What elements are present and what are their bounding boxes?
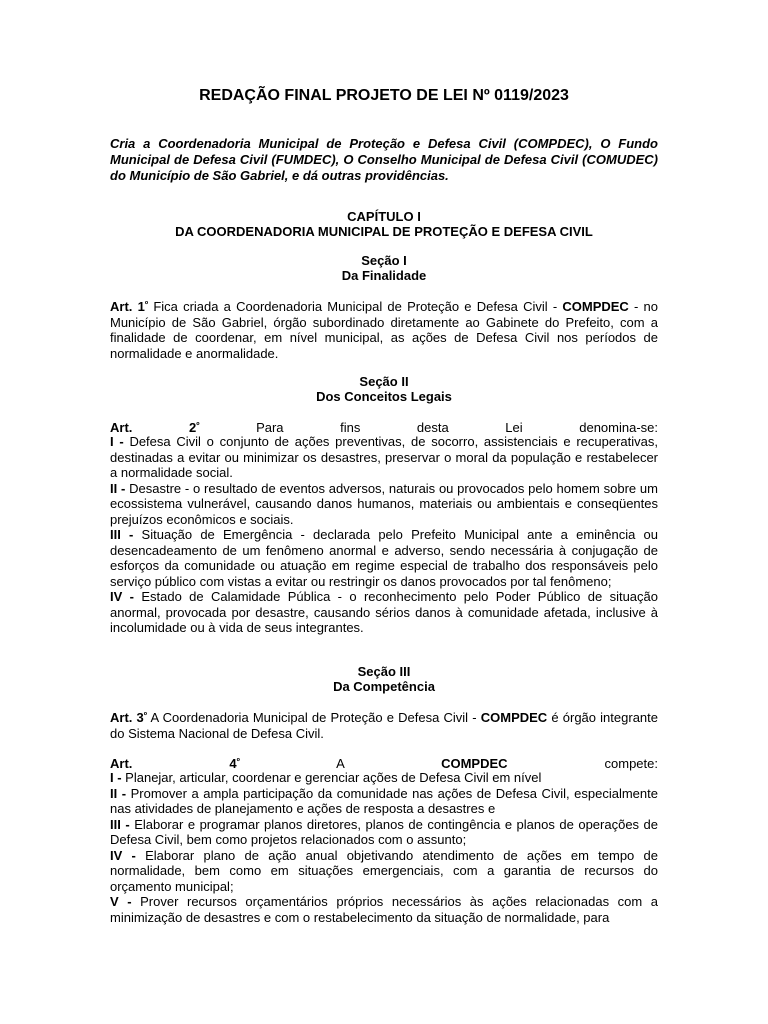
article-1-number: Art. $1^º$ — [110, 299, 149, 314]
document-title: REDAÇÃO FINAL PROJETO DE LEI Nº 0119/2023 — [199, 87, 569, 104]
article-2-number: Art. $2^º$ — [110, 420, 200, 435]
article-2-items — [110, 434, 658, 636]
list-item: III - Elaborar e programar planos diretores, planos de contingência e planos de operações de Defesa Civil, bem como projetos relacionados com o assunto; — [110, 816, 659, 847]
compdec-acronym: COMPDEC — [441, 756, 508, 771]
ementa: Cria a Coordenadoria Municipal de Proteção e Defesa Civil (COMPDEC), O Fundo Municipal de Defesa Civil (FUMDEC), O Conselho Municipal de Defesa Civil (COMUDEC) do Município de São Gabriel, e dá outras providências. — [110, 136, 658, 183]
section-3-label: Seção III — [357, 664, 411, 679]
list-item: III - Situação de Emergência - declarada pelo Prefeito Municipal ante a eminência ou desencadeamento de um fenômeno anormal e adverso, sendo necessária à conjugação de esforços da comunidade ou atuação em regime especial de trabalho dos responsáveis pelo serviço público com vistas a evitar ou restringir os danos provocados por tal fenômeno; — [110, 527, 658, 589]
chapter-label: CAPÍTULO I — [347, 209, 421, 224]
list-item: I - Defesa Civil o conjunto de ações preventivas, de socorro, assistenciais e recuperativas, destinadas a evitar ou minimizar os desastres, preservar o moral da população e restabelecer a normalidade social. — [110, 434, 658, 480]
list-item: IV - Estado de Calamidade Pública - o reconhecimento pelo Poder Público de situação anormal, provocada por desastre, causando sérios danos à comunidade afetada, inclusive à incolumidade ou à vida de seus integrantes. — [110, 589, 659, 635]
section-3-name: Da Competência — [333, 679, 435, 694]
article-3-number: Art. $3^º$ — [110, 710, 148, 725]
compdec-acronym: COMPDEC — [562, 299, 629, 314]
article-1: Art. $1^º$ Fica criada a Coordenadoria Municipal de Proteção e Defesa Civil - COMPDEC - no Município de São Gabriel, órgão subordinado diretamente ao Gabinete do Prefeito, com a finalidade de coordenar, em nível municipal, as ações de Defesa Civil nos períodos de normalidade e anormalidade. — [110, 299, 659, 361]
chapter-name: DA COORDENADORIA MUNICIPAL DE PROTEÇÃO E DEFESA CIVIL — [175, 224, 593, 239]
list-item: II - Promover a ampla participação da comunidade nas ações de Defesa Civil, especialmente nas atividades de planejamento e ações de resposta a desastres e — [110, 785, 658, 816]
article-4-number: Art. $4^º$ — [110, 756, 240, 771]
section-2-label: Seção II — [359, 374, 409, 389]
list-item: V - Prover recursos orçamentários próprios necessários às ações relacionadas com a minimização de desastres e com o restabelecimento da situação de normalidade, para — [110, 894, 658, 925]
compdec-acronym: COMPDEC — [480, 710, 548, 725]
section-1-label: Seção I — [361, 253, 407, 268]
article-3: Art. $3^º$ A Coordenadoria Municipal de Proteção e Defesa Civil - COMPDEC é órgão integrante do Sistema Nacional de Defesa Civil. — [110, 710, 658, 741]
article-4: Art. $4^º$ A COMPDEC compete: — [110, 756, 658, 771]
article-4-items — [110, 770, 658, 925]
list-item: IV - Elaborar plano de ação anual objetivando atendimento de ações em tempo de normalidade, bem como em situações emergenciais, com a garantia de recursos do orçamento municipal; — [110, 847, 658, 894]
section-2-name: Dos Conceitos Legais — [316, 389, 452, 404]
article-2: Art. $2^º$ Para fins desta Lei denomina-se: — [110, 420, 658, 435]
list-item: I - Planejar, articular, coordenar e gerenciar ações de Defesa Civil em nível — [110, 770, 542, 785]
list-item: II - Desastre - o resultado de eventos adversos, naturais ou provocados pelo homem sobre um ecossistema vulnerável, causando danos humanos, materiais ou ambientais e conseqüentes prejuízos econômicos e sociais. — [110, 480, 658, 527]
section-1-name: Da Finalidade — [341, 268, 427, 283]
